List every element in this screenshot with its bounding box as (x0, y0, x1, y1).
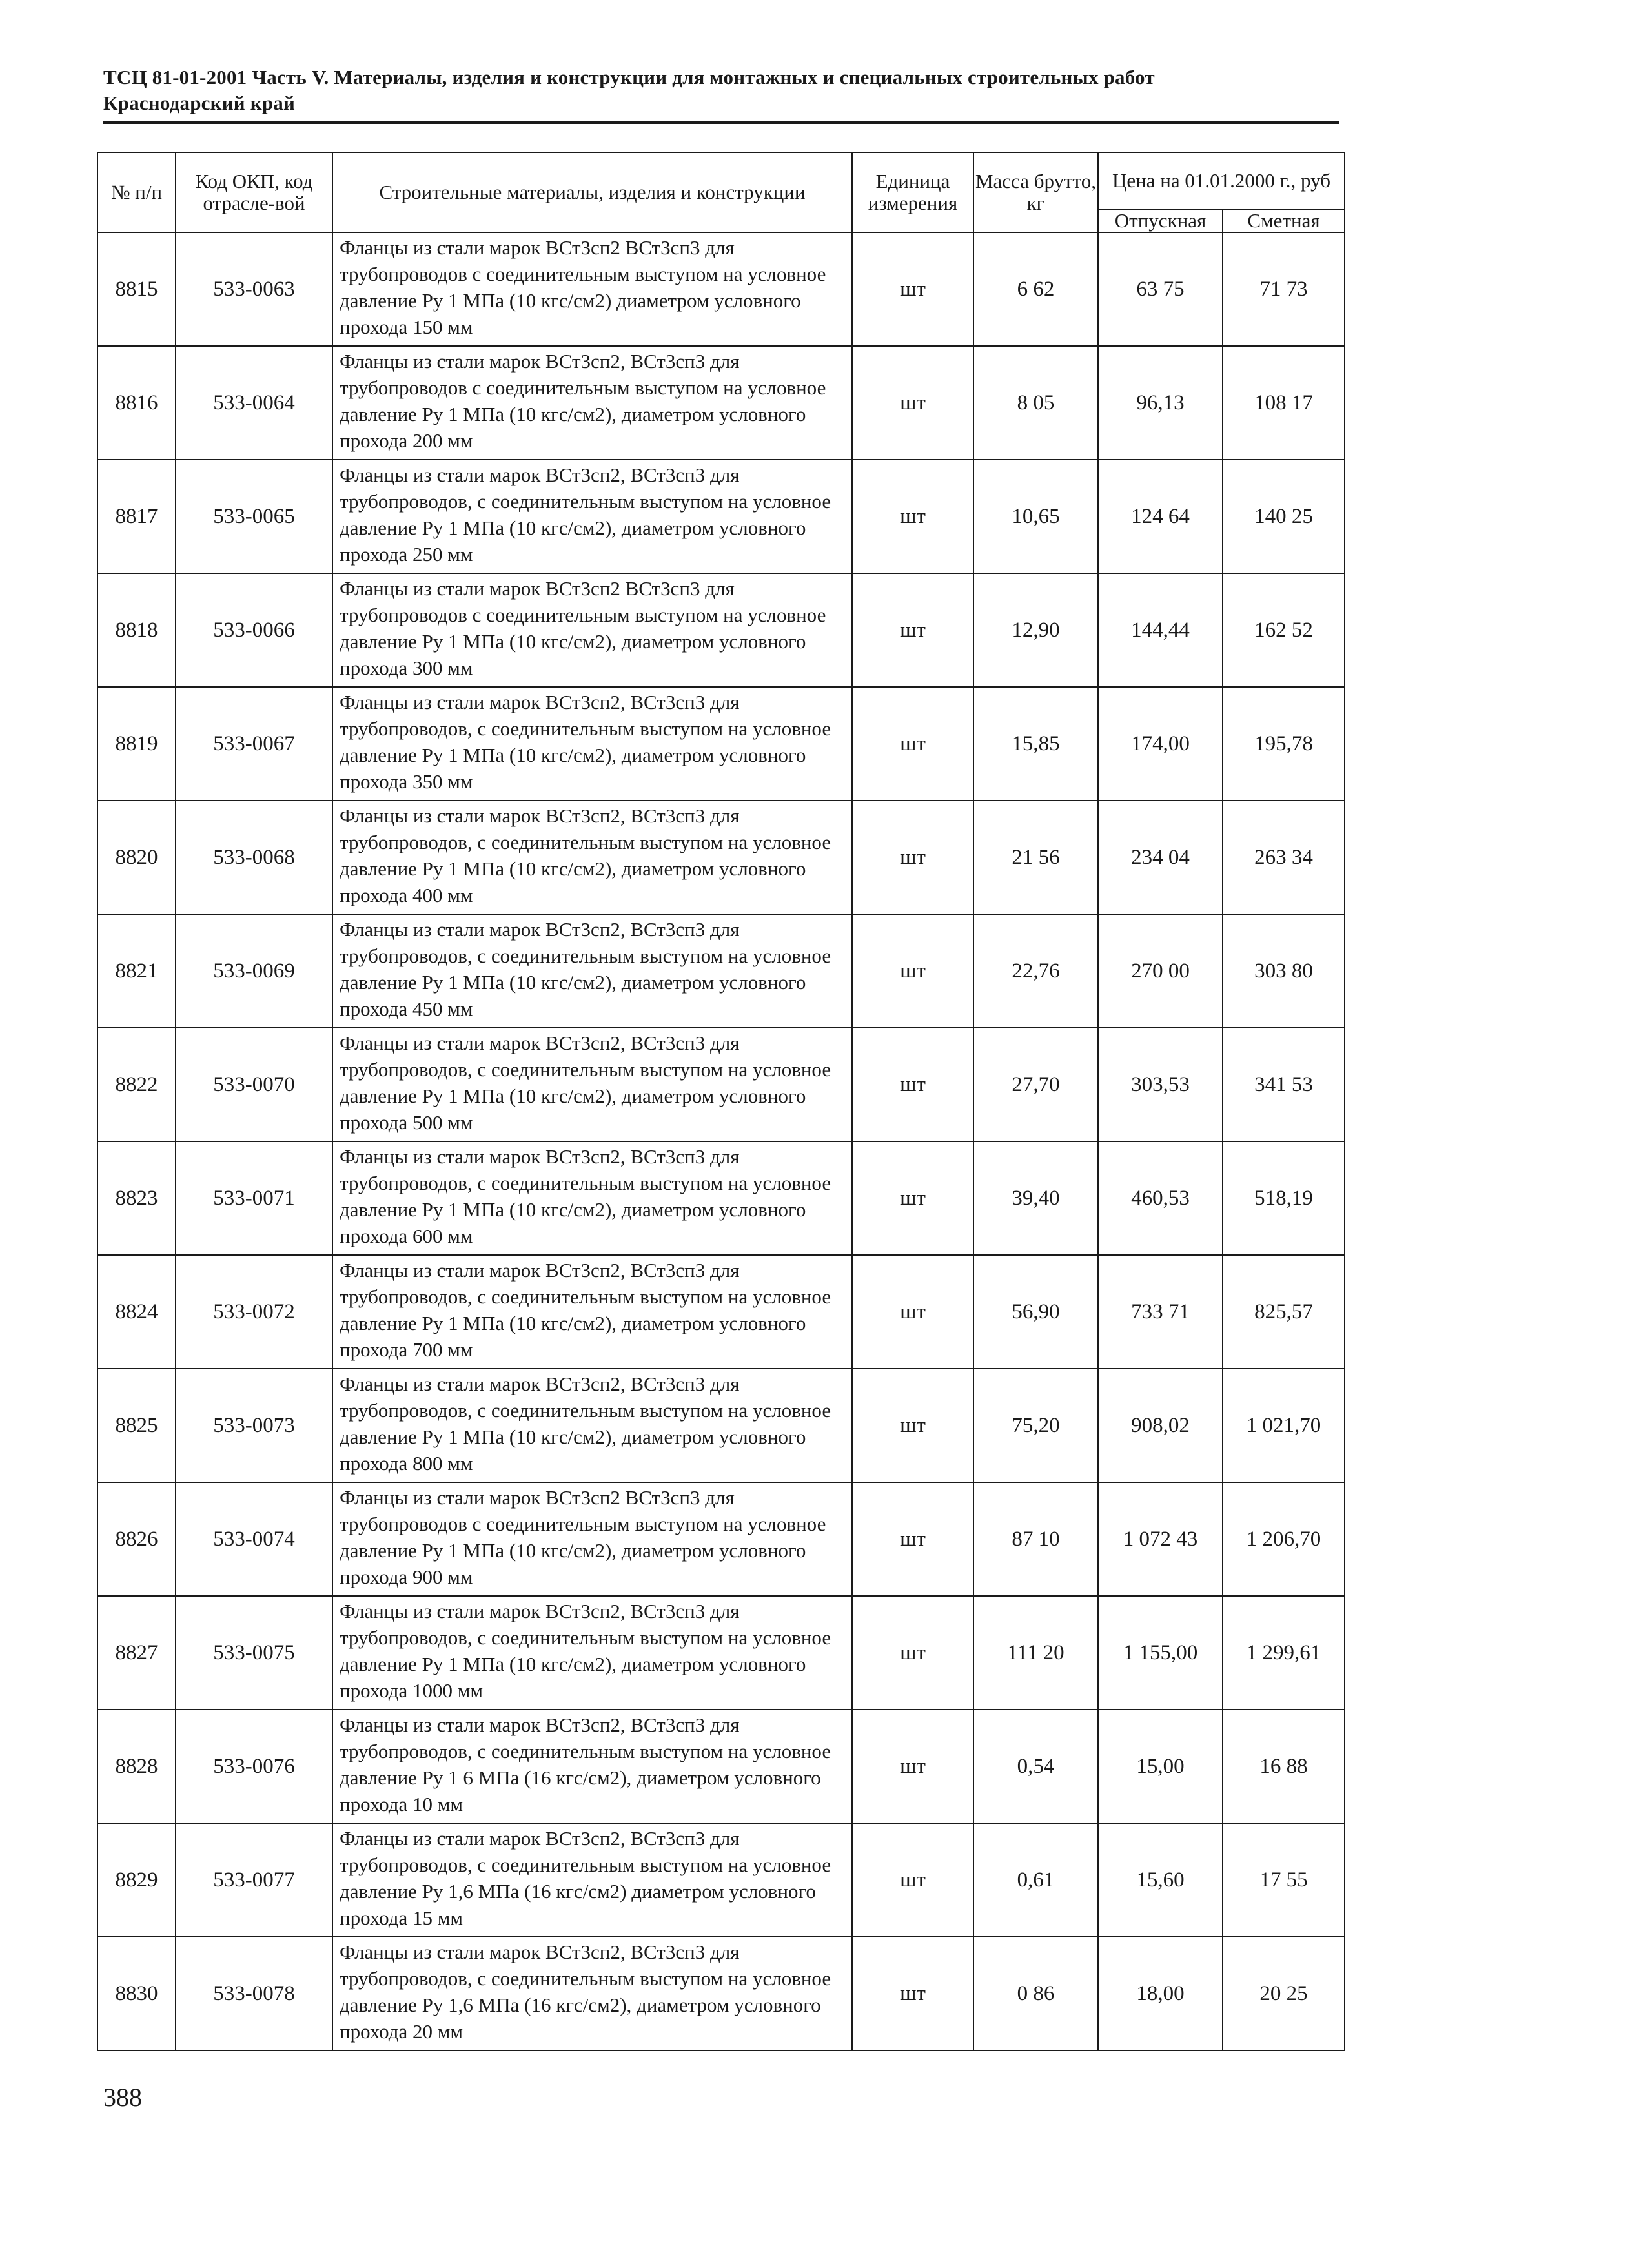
cell-okp-code: 533-0070 (176, 1028, 332, 1141)
cell-description: Фланцы из стали марок ВСт3сп2, ВСт3сп3 для трубопроводов, с соединительным выступом на условное давление Ру 1 МПа (10 кгс/см2), диаметром условного прохода 700 мм (332, 1255, 852, 1369)
table-row (97, 460, 1345, 573)
header-price-group: Цена на 01.01.2000 г., руб (1098, 152, 1345, 209)
table-body (97, 232, 1345, 2050)
cell-mass: 0,54 (973, 1710, 1098, 1823)
cell-num: 8830 (97, 1937, 176, 2050)
cell-mass: 0 86 (973, 1937, 1098, 2050)
cell-num: 8822 (97, 1028, 176, 1141)
cell-release-price: 124 64 (1098, 460, 1223, 573)
table-row (97, 1937, 1345, 2050)
table-header-row (97, 152, 1345, 209)
table-row (97, 1482, 1345, 1596)
document-title: ТСЦ 81-01-2001 Часть V. Материалы, изделия и конструкции для монтажных и специальных строительных работ (103, 66, 1155, 88)
cell-description: Фланцы из стали марок ВСт3сп2, ВСт3сп3 для трубопроводов, с соединительным выступом на условное давление Ру 1 МПа (10 кгс/см2), диаметром условного прохода 450 мм (332, 914, 852, 1028)
cell-description: Фланцы из стали марок ВСт3сп2, ВСт3сп3 для трубопроводов, с соединительным выступом на условное давление Ру 1 МПа (10 кгс/см2), диаметром условного прохода 800 мм (332, 1369, 852, 1482)
cell-unit: шт (852, 1710, 973, 1823)
header-estimate-price: Сметная (1223, 209, 1345, 232)
cell-release-price: 144,44 (1098, 573, 1223, 687)
cell-mass: 22,76 (973, 914, 1098, 1028)
cell-unit: шт (852, 573, 973, 687)
cell-mass: 111 20 (973, 1596, 1098, 1710)
page-header (103, 65, 1349, 116)
page-number: 388 (103, 2083, 142, 2112)
cell-okp-code: 533-0067 (176, 687, 332, 801)
cell-description: Фланцы из стали марок ВСт3сп2 ВСт3сп3 для трубопроводов с соединительным выступом на условное давление Ру 1 МПа (10 кгс/см2), диаметром условного прохода 300 мм (332, 573, 852, 687)
cell-okp-code: 533-0078 (176, 1937, 332, 2050)
cell-num: 8828 (97, 1710, 176, 1823)
cell-unit: шт (852, 346, 973, 460)
cell-num: 8820 (97, 801, 176, 914)
cell-okp-code: 533-0064 (176, 346, 332, 460)
table-row (97, 1369, 1345, 1482)
cell-description: Фланцы из стали марок ВСт3сп2, ВСт3сп3 для трубопроводов, с соединительным выступом на условное давление Ру 1 МПа (10 кгс/см2), диаметром условного прохода 400 мм (332, 801, 852, 914)
header-release-price: Отпускная (1098, 209, 1223, 232)
cell-mass: 10,65 (973, 460, 1098, 573)
cell-release-price: 733 71 (1098, 1255, 1223, 1369)
cell-estimate-price: 303 80 (1223, 914, 1345, 1028)
header-divider (103, 121, 1339, 124)
cell-unit: шт (852, 914, 973, 1028)
cell-unit: шт (852, 801, 973, 914)
cell-mass: 21 56 (973, 801, 1098, 914)
cell-num: 8821 (97, 914, 176, 1028)
cell-okp-code: 533-0076 (176, 1710, 332, 1823)
cell-release-price: 15,60 (1098, 1823, 1223, 1937)
cell-unit: шт (852, 1937, 973, 2050)
cell-num: 8818 (97, 573, 176, 687)
cell-num: 8824 (97, 1255, 176, 1369)
cell-description: Фланцы из стали марок ВСт3сп2, ВСт3сп3 для трубопроводов, с соединительным выступом на условное давление Ру 1 6 МПа (16 кгс/см2), диаметром условного прохода 10 мм (332, 1710, 852, 1823)
cell-estimate-price: 518,19 (1223, 1141, 1345, 1255)
cell-release-price: 303,53 (1098, 1028, 1223, 1141)
cell-release-price: 63 75 (1098, 232, 1223, 346)
cell-unit: шт (852, 1028, 973, 1141)
cell-num: 8827 (97, 1596, 176, 1710)
cell-okp-code: 533-0075 (176, 1596, 332, 1710)
header-okp-code: Код ОКП, код отрасле-вой (176, 152, 332, 232)
cell-num: 8826 (97, 1482, 176, 1596)
cell-release-price: 1 155,00 (1098, 1596, 1223, 1710)
cell-unit: шт (852, 1823, 973, 1937)
cell-okp-code: 533-0071 (176, 1141, 332, 1255)
cell-estimate-price: 1 021,70 (1223, 1369, 1345, 1482)
cell-estimate-price: 108 17 (1223, 346, 1345, 460)
cell-unit: шт (852, 1141, 973, 1255)
cell-unit: шт (852, 1255, 973, 1369)
table-row (97, 801, 1345, 914)
cell-mass: 8 05 (973, 346, 1098, 460)
table-row (97, 1028, 1345, 1141)
cell-release-price: 460,53 (1098, 1141, 1223, 1255)
cell-okp-code: 533-0065 (176, 460, 332, 573)
cell-num: 8829 (97, 1823, 176, 1937)
cell-unit: шт (852, 1596, 973, 1710)
cell-unit: шт (852, 687, 973, 801)
cell-description: Фланцы из стали марок ВСт3сп2, ВСт3сп3 для трубопроводов, с соединительным выступом на условное давление Ру 1 МПа (10 кгс/см2), диаметром условного прохода 250 мм (332, 460, 852, 573)
cell-mass: 12,90 (973, 573, 1098, 687)
cell-okp-code: 533-0063 (176, 232, 332, 346)
table-row (97, 573, 1345, 687)
cell-mass: 6 62 (973, 232, 1098, 346)
cell-release-price: 908,02 (1098, 1369, 1223, 1482)
cell-okp-code: 533-0077 (176, 1823, 332, 1937)
cell-okp-code: 533-0072 (176, 1255, 332, 1369)
cell-mass: 39,40 (973, 1141, 1098, 1255)
cell-estimate-price: 71 73 (1223, 232, 1345, 346)
cell-estimate-price: 140 25 (1223, 460, 1345, 573)
cell-num: 8823 (97, 1141, 176, 1255)
table-row (97, 914, 1345, 1028)
cell-description: Фланцы из стали марок ВСт3сп2, ВСт3сп3 для трубопроводов, с соединительным выступом на условное давление Ру 1 МПа (10 кгс/см2), диаметром условного прохода 500 мм (332, 1028, 852, 1141)
cell-okp-code: 533-0066 (176, 573, 332, 687)
cell-mass: 27,70 (973, 1028, 1098, 1141)
cell-unit: шт (852, 1369, 973, 1482)
cell-estimate-price: 195,78 (1223, 687, 1345, 801)
table-row (97, 1823, 1345, 1937)
table-row (97, 346, 1345, 460)
cell-estimate-price: 16 88 (1223, 1710, 1345, 1823)
cell-okp-code: 533-0073 (176, 1369, 332, 1482)
cell-mass: 0,61 (973, 1823, 1098, 1937)
header-materials: Строительные материалы, изделия и конструкции (332, 152, 852, 232)
cell-okp-code: 533-0069 (176, 914, 332, 1028)
cell-okp-code: 533-0074 (176, 1482, 332, 1596)
table-row (97, 1255, 1345, 1369)
cell-mass: 75,20 (973, 1369, 1098, 1482)
header-num: № п/п (97, 152, 176, 232)
cell-num: 8815 (97, 232, 176, 346)
cell-unit: шт (852, 1482, 973, 1596)
cell-description: Фланцы из стали марок ВСт3сп2, ВСт3сп3 для трубопроводов, с соединительным выступом на условное давление Ру 1,6 МПа (16 кгс/см2), диаметром условного прохода 20 мм (332, 1937, 852, 2050)
cell-description: Фланцы из стали марок ВСт3сп2, ВСт3сп3 для трубопроводов, с соединительным выступом на условное давление Ру 1 МПа (10 кгс/см2), диаметром условного прохода 350 мм (332, 687, 852, 801)
cell-estimate-price: 263 34 (1223, 801, 1345, 914)
cell-description: Фланцы из стали марок ВСт3сп2, ВСт3сп3 для трубопроводов, с соединительным выступом на условное давление Ру 1 МПа (10 кгс/см2), диаметром условного прохода 1000 мм (332, 1596, 852, 1710)
cell-unit: шт (852, 460, 973, 573)
cell-mass: 56,90 (973, 1255, 1098, 1369)
table-row (97, 232, 1345, 346)
cell-estimate-price: 1 299,61 (1223, 1596, 1345, 1710)
cell-release-price: 174,00 (1098, 687, 1223, 801)
cell-description: Фланцы из стали марок ВСт3сп2, ВСт3сп3 для трубопроводов с соединительным выступом на условное давление Ру 1 МПа (10 кгс/см2), диаметром условного прохода 200 мм (332, 346, 852, 460)
cell-release-price: 18,00 (1098, 1937, 1223, 2050)
cell-estimate-price: 162 52 (1223, 573, 1345, 687)
cell-num: 8817 (97, 460, 176, 573)
header-mass: Масса брутто, кг (973, 152, 1098, 232)
cell-estimate-price: 20 25 (1223, 1937, 1345, 2050)
cell-description: Фланцы из стали марок ВСт3сп2, ВСт3сп3 для трубопроводов, с соединительным выступом на условное давление Ру 1 МПа (10 кгс/см2), диаметром условного прохода 600 мм (332, 1141, 852, 1255)
cell-release-price: 96,13 (1098, 346, 1223, 460)
region-subtitle: Краснодарский край (103, 92, 296, 114)
cell-release-price: 270 00 (1098, 914, 1223, 1028)
cell-estimate-price: 17 55 (1223, 1823, 1345, 1937)
cell-estimate-price: 341 53 (1223, 1028, 1345, 1141)
cell-description: Фланцы из стали марок ВСт3сп2, ВСт3сп3 для трубопроводов, с соединительным выступом на условное давление Ру 1,6 МПа (16 кгс/см2) диаметром условного прохода 15 мм (332, 1823, 852, 1937)
cell-unit: шт (852, 232, 973, 346)
price-table (97, 152, 1345, 2051)
cell-num: 8816 (97, 346, 176, 460)
table-row (97, 1596, 1345, 1710)
cell-release-price: 234 04 (1098, 801, 1223, 914)
table-row (97, 1141, 1345, 1255)
table-row (97, 1710, 1345, 1823)
cell-num: 8819 (97, 687, 176, 801)
cell-mass: 15,85 (973, 687, 1098, 801)
cell-release-price: 15,00 (1098, 1710, 1223, 1823)
cell-okp-code: 533-0068 (176, 801, 332, 914)
cell-estimate-price: 825,57 (1223, 1255, 1345, 1369)
cell-description: Фланцы из стали марок ВСт3сп2 ВСт3сп3 для трубопроводов с соединительным выступом на условное давление Ру 1 МПа (10 кгс/см2), диаметром условного прохода 900 мм (332, 1482, 852, 1596)
header-unit: Единица измерения (852, 152, 973, 232)
cell-description: Фланцы из стали марок ВСт3сп2 ВСт3сп3 для трубопроводов с соединительным выступом на условное давление Ру 1 МПа (10 кгс/см2) диаметром условного прохода 150 мм (332, 232, 852, 346)
cell-estimate-price: 1 206,70 (1223, 1482, 1345, 1596)
cell-mass: 87 10 (973, 1482, 1098, 1596)
cell-num: 8825 (97, 1369, 176, 1482)
cell-release-price: 1 072 43 (1098, 1482, 1223, 1596)
table-row (97, 687, 1345, 801)
